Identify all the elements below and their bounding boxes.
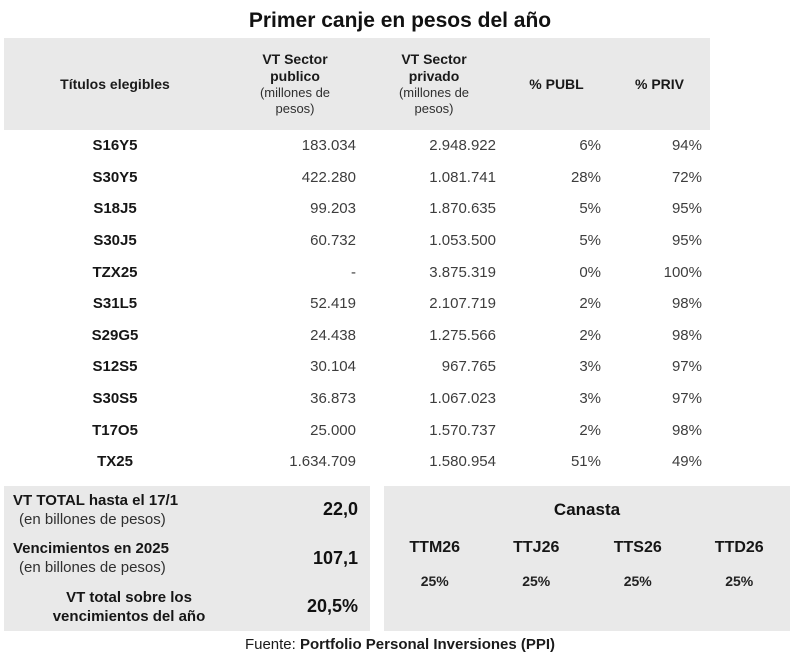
vt-privado-value: 3.875.319 [429, 263, 496, 281]
pct-priv-value: 95% [671, 200, 702, 218]
canasta-weight: 25% [623, 572, 652, 589]
table-row [4, 256, 710, 288]
summary-label: Vencimientos en 2025 [13, 540, 169, 558]
vt-privado-value: 2.948.922 [429, 137, 496, 155]
bond-ticker: S18J5 [93, 200, 137, 218]
column-header-pct-publ [504, 76, 609, 93]
table-row [4, 414, 710, 446]
pct-priv-value: 97% [671, 358, 702, 376]
vt-publico-value: 24.438 [310, 326, 356, 344]
bond-ticker: S30J5 [93, 232, 137, 250]
vt-publico-value: 25.000 [310, 421, 356, 439]
vt-publico-value: - [351, 263, 356, 281]
column-header-label: % PUBL [529, 75, 584, 92]
table-row [4, 225, 710, 257]
summary-label: VT TOTAL hasta el 17/1 [13, 491, 179, 509]
canasta-weight: 25% [522, 572, 551, 589]
vt-privado-value: 1.870.635 [429, 200, 496, 218]
summary-labels [4, 491, 254, 529]
summary-label: VT total sobre los vencimientos del año [52, 588, 206, 625]
summary-row-vt-total [4, 491, 370, 529]
table-row [4, 383, 710, 415]
pct-publ-value: 3% [579, 358, 601, 376]
bottom-section [4, 486, 800, 631]
pct-priv-value: 97% [671, 390, 702, 408]
bond-ticker: T17O5 [92, 421, 138, 439]
pct-priv-value: 94% [671, 137, 702, 155]
canasta-ticker: TTD26 [714, 538, 764, 556]
summary-block [4, 486, 370, 631]
table-row [4, 130, 710, 162]
vt-publico-value: 1.634.709 [289, 453, 356, 471]
vt-privado-value: 1.081.741 [429, 168, 496, 186]
vt-publico-value: 422.280 [301, 168, 356, 186]
column-header-vt-privado [364, 51, 504, 117]
column-header-label: publico [270, 68, 320, 84]
canasta-weight: 25% [725, 572, 754, 589]
pct-publ-value: 0% [579, 263, 601, 281]
column-header-label: VT Sector [401, 51, 467, 67]
bond-ticker: TX25 [97, 453, 133, 471]
vt-publico-value: 183.034 [301, 137, 356, 155]
summary-labels [4, 539, 254, 577]
table-row [4, 162, 710, 194]
canasta-ticker: TTM26 [409, 538, 461, 556]
bond-ticker: S12S5 [92, 358, 138, 376]
table-row [4, 351, 710, 383]
pct-publ-value: 2% [579, 421, 601, 439]
bond-ticker: S30S5 [92, 390, 138, 408]
vt-privado-value: 1.570.737 [429, 421, 496, 439]
vt-privado-value: 967.765 [441, 358, 496, 376]
pct-priv-value: 72% [671, 168, 702, 186]
table-row [4, 193, 710, 225]
canasta-ticker: TTS26 [613, 538, 662, 556]
exchange-table [4, 38, 710, 478]
column-header-label: Títulos elegibles [60, 75, 170, 92]
page-title: Primer canje en pesos del año [248, 9, 552, 32]
summary-sublabel: (en billones de pesos) [19, 510, 166, 528]
summary-row-vencimientos [4, 539, 370, 577]
source-note [0, 636, 800, 653]
column-header-label: VT Sector [262, 51, 328, 67]
bond-ticker: S31L5 [92, 295, 138, 313]
canasta-title: Canasta [553, 499, 621, 519]
vt-privado-value: 2.107.719 [429, 295, 496, 313]
pct-publ-value: 28% [570, 168, 601, 186]
pct-publ-value: 6% [579, 137, 601, 155]
vt-publico-value: 30.104 [310, 358, 356, 376]
summary-sublabel: (en billones de pesos) [19, 559, 166, 577]
pct-publ-value: 3% [579, 390, 601, 408]
table-row [4, 320, 710, 352]
table-row [4, 446, 710, 478]
summary-labels [4, 588, 254, 626]
pct-priv-value: 49% [671, 453, 702, 471]
pct-publ-value: 2% [579, 295, 601, 313]
summary-value: 22,0 [322, 499, 358, 520]
pct-priv-value: 98% [671, 421, 702, 439]
pct-priv-value: 98% [671, 326, 702, 344]
summary-row-vt-sobre-vencimientos [4, 588, 370, 626]
pct-publ-value: 2% [579, 326, 601, 344]
summary-value: 20,5% [306, 596, 358, 617]
vt-publico-value: 52.419 [310, 295, 356, 313]
canasta-weight: 25% [420, 572, 449, 589]
vt-publico-value: 60.732 [310, 232, 356, 250]
column-header-label: % PRIV [634, 75, 684, 92]
bond-ticker: S16Y5 [92, 137, 138, 155]
table-header-row [4, 38, 710, 130]
column-header-sublabel: (millones de pesos) [259, 85, 331, 116]
pct-priv-value: 100% [663, 263, 702, 281]
column-header-label: privado [408, 68, 460, 84]
vt-privado-value: 1.053.500 [429, 232, 496, 250]
bond-ticker: S29G5 [91, 326, 139, 344]
bond-ticker: S30Y5 [92, 168, 138, 186]
column-header-pct-priv [609, 76, 710, 93]
vt-privado-value: 1.067.023 [429, 390, 496, 408]
pct-priv-value: 95% [671, 232, 702, 250]
source-prefix: Fuente: [244, 635, 296, 653]
pct-publ-value: 5% [579, 232, 601, 250]
table-row [4, 288, 710, 320]
pct-publ-value: 51% [570, 453, 601, 471]
vt-privado-value: 1.580.954 [429, 453, 496, 471]
pct-priv-value: 98% [671, 295, 702, 313]
vt-privado-value: 1.275.566 [429, 326, 496, 344]
column-header-vt-publico [226, 51, 364, 117]
canasta-weights-row [384, 573, 790, 589]
column-header-sublabel: (millones de pesos) [398, 85, 470, 116]
vt-publico-value: 99.203 [310, 200, 356, 218]
bond-ticker: TZX25 [92, 263, 138, 281]
summary-value: 107,1 [312, 547, 358, 568]
canasta-tickers-row [384, 539, 790, 557]
vt-publico-value: 36.873 [310, 390, 356, 408]
column-header-titulos [4, 76, 226, 93]
pct-publ-value: 5% [579, 200, 601, 218]
canasta-block [384, 486, 790, 631]
source-name: Portfolio Personal Inversiones (PPI) [299, 635, 556, 653]
canasta-ticker: TTJ26 [513, 538, 560, 556]
